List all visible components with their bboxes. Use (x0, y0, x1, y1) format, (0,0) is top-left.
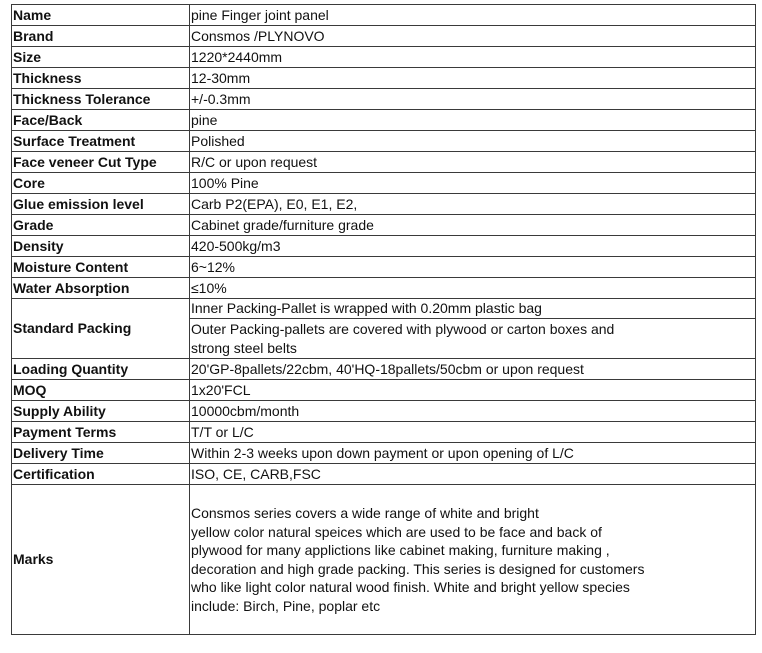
spec-value: Cabinet grade/furniture grade (190, 215, 756, 236)
spec-row-certification (12, 464, 756, 485)
spec-row-grade (12, 215, 756, 236)
spec-label: Thickness (12, 68, 190, 89)
spec-row-core (12, 173, 756, 194)
spec-row-delivery-time (12, 443, 756, 464)
text-line: Outer Packing-pallets are covered with plywood or carton boxes and (191, 321, 615, 337)
text-line: include: Birch, Pine, poplar etc (191, 597, 381, 614)
spec-row-density (12, 236, 756, 257)
text-line: strong steel belts (191, 339, 297, 356)
spec-value: Consmos /PLYNOVO (190, 26, 756, 47)
spec-label: Surface Treatment (12, 131, 190, 152)
spec-row-moq (12, 380, 756, 401)
spec-label: Brand (12, 26, 190, 47)
text-line: Consmos series covers a wide range of white and bright (191, 505, 539, 521)
spec-label: Name (12, 5, 190, 26)
spec-value-marks (190, 485, 756, 635)
spec-row-moisture-content (12, 257, 756, 278)
spec-label: Standard Packing (12, 299, 190, 359)
spec-label: Density (12, 236, 190, 257)
spec-value: T/T or L/C (190, 422, 756, 443)
spec-row-glue-emission-level (12, 194, 756, 215)
spec-row-name (12, 5, 756, 26)
spec-value: 10000cbm/month (190, 401, 756, 422)
text-line: who like light color natural wood finish. White and bright yellow species (191, 579, 630, 595)
spec-label: Certification (12, 464, 190, 485)
spec-value-outer-packing (190, 319, 756, 359)
spec-row-brand (12, 26, 756, 47)
spec-value: 1220*2440mm (190, 47, 756, 68)
spec-label: Glue emission level (12, 194, 190, 215)
spec-row-face-back (12, 110, 756, 131)
spec-value: pine (190, 110, 756, 131)
spec-value: 12-30mm (190, 68, 756, 89)
spec-label: Payment Terms (12, 422, 190, 443)
spec-label: Thickness Tolerance (12, 89, 190, 110)
spec-label: Water Absorption (12, 278, 190, 299)
spec-label: Face veneer Cut Type (12, 152, 190, 173)
marks-paragraph (191, 504, 755, 615)
spec-label: Loading Quantity (12, 359, 190, 380)
spec-row-loading-quantity (12, 359, 756, 380)
spec-row-size (12, 47, 756, 68)
spec-value: 100% Pine (190, 173, 756, 194)
spec-row-face-veneer-cut-type (12, 152, 756, 173)
text-line: plywood for many applictions like cabinet making, furniture making , (191, 542, 610, 558)
spec-value: ISO, CE, CARB,FSC (190, 464, 756, 485)
spec-label: Grade (12, 215, 190, 236)
spec-label: MOQ (12, 380, 190, 401)
spec-value: pine Finger joint panel (190, 5, 756, 26)
spec-row-thickness-tolerance (12, 89, 756, 110)
spec-label: Core (12, 173, 190, 194)
spec-value: +/-0.3mm (190, 89, 756, 110)
text-line: yellow color natural speices which are used to be face and back of (191, 523, 602, 540)
spec-row-surface-treatment (12, 131, 756, 152)
spec-value: Carb P2(EPA), E0, E1, E2, (190, 194, 756, 215)
spec-value-inner-packing: Inner Packing-Pallet is wrapped with 0.20mm plastic bag (190, 299, 756, 319)
spec-value: ≤10% (190, 278, 756, 299)
spec-label: Marks (12, 485, 190, 635)
spec-label: Size (12, 47, 190, 68)
spec-row-marks (12, 485, 756, 635)
spec-value: Polished (190, 131, 756, 152)
spec-label: Delivery Time (12, 443, 190, 464)
spec-row-standard-packing (12, 299, 756, 319)
spec-row-supply-ability (12, 401, 756, 422)
product-spec-table (11, 4, 756, 635)
spec-label: Moisture Content (12, 257, 190, 278)
spec-row-payment-terms (12, 422, 756, 443)
spec-row-thickness (12, 68, 756, 89)
spec-label: Face/Back (12, 110, 190, 131)
spec-value: 20'GP-8pallets/22cbm, 40'HQ-18pallets/50cbm or upon request (190, 359, 756, 380)
spec-value: 420-500kg/m3 (190, 236, 756, 257)
spec-value: Within 2-3 weeks upon down payment or upon opening of L/C (190, 443, 756, 464)
text-line: decoration and high grade packing. This series is designed for customers (191, 560, 645, 577)
spec-label: Supply Ability (12, 401, 190, 422)
spec-value: R/C or upon request (190, 152, 756, 173)
spec-value: 1x20'FCL (190, 380, 756, 401)
spec-value: 6~12% (190, 257, 756, 278)
spec-row-water-absorption (12, 278, 756, 299)
